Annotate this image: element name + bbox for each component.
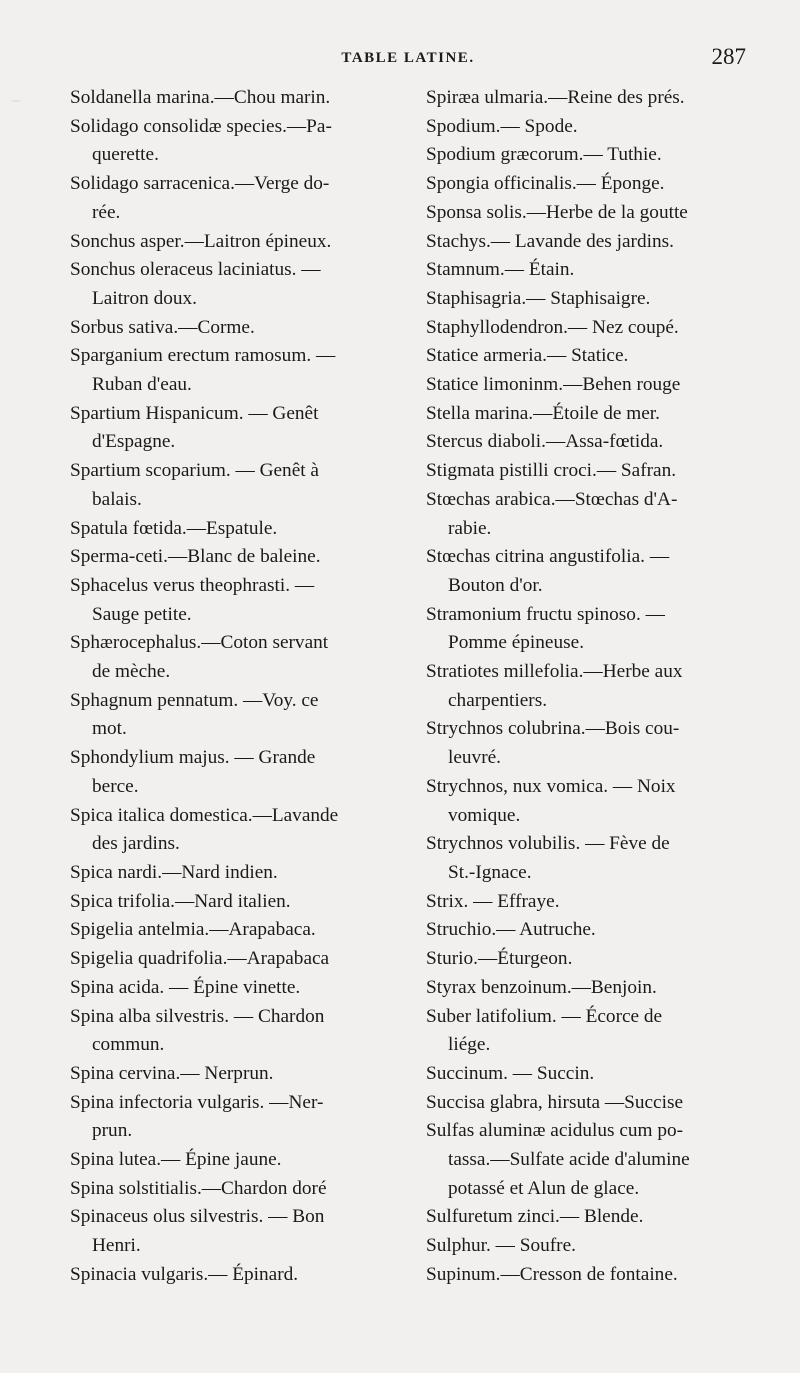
index-entry: Spina lutea.— Épine jaune. bbox=[70, 1149, 282, 1171]
index-entry: Sturio.—Éturgeon. bbox=[426, 948, 573, 970]
index-entry: Sulphur. — Soufre. bbox=[426, 1235, 576, 1257]
index-entry: Spica italica domestica.—Lavande des jardins. bbox=[70, 804, 339, 855]
index-entry: Sparganium erectum ramosum. — Ruban d'eau. bbox=[70, 345, 336, 396]
index-entry: Staphyllodendron.— Nez coupé. bbox=[426, 316, 679, 338]
index-entry: Strychnos colubrina.—Bois cou- leuvré. bbox=[426, 718, 680, 769]
index-entry: Sorbus sativa.—Corme. bbox=[70, 316, 255, 338]
right-column bbox=[426, 84, 748, 1290]
index-entry: Spartium Hispanicum. — Genêt d'Espagne. bbox=[70, 402, 319, 453]
index-entry: Soldanella marina.—Chou marin. bbox=[70, 87, 331, 108]
index-entry: Succisa glabra, hirsuta —Succise bbox=[426, 1091, 684, 1113]
index-entry: Stachys.— Lavande des jardins. bbox=[426, 230, 674, 252]
index-entry: Sphondylium majus. — Grande berce. bbox=[70, 747, 316, 797]
index-entry: Sphacelus verus theophrasti. — Sauge petite. bbox=[70, 574, 315, 625]
index-entry: Sphærocephalus.—Coton servant de mèche. bbox=[70, 632, 329, 683]
index-entry: Spica nardi.—Nard indien. bbox=[70, 861, 278, 883]
index-entry: Strychnos, nux vomica. — Noix vomique. bbox=[426, 775, 676, 826]
index-entry: Styrax benzoinum.—Benjoin. bbox=[426, 976, 657, 998]
index-entry: Spica trifolia.—Nard italien. bbox=[70, 890, 291, 912]
index-entry: Struchio.— Autruche. bbox=[426, 919, 596, 941]
index-entry: Stamnum.— Étain. bbox=[426, 259, 575, 281]
index-entry: Solidago consolidæ species.—Pa- querette. bbox=[70, 115, 332, 166]
index-entry: Succinum. — Succin. bbox=[426, 1062, 595, 1084]
index-entry: Spinacia vulgaris.— Épinard. bbox=[70, 1263, 299, 1285]
index-entry: Statice armeria.— Statice. bbox=[426, 345, 629, 367]
index-entry: Spodium græcorum.— Tuthie. bbox=[426, 144, 662, 166]
index-entry: Stramonium fructu spinoso. — Pomme épineuse. bbox=[426, 603, 665, 654]
index-entry: Stercus diaboli.—Assa-fœtida. bbox=[426, 431, 664, 453]
index-entry: Spina cervina.— Nerprun. bbox=[70, 1062, 274, 1084]
index-entry: Solidago sarracenica.—Verge do- rée. bbox=[70, 173, 330, 223]
index-entry: Statice limoninm.—Behen rouge bbox=[426, 374, 681, 396]
index-entry: Sponsa solis.—Herbe de la goutte bbox=[426, 201, 688, 223]
index-entry: Strychnos volubilis. — Fève de St.-Ignace. bbox=[426, 833, 670, 883]
index-entry: Sperma-ceti.—Blanc de baleine. bbox=[70, 546, 321, 568]
index-entry: Spina acida. — Épine vinette. bbox=[70, 976, 301, 998]
index-entry: Spinaceus olus silvestris. — Bon Henri. bbox=[70, 1206, 325, 1257]
index-entry: Sulfuretum zinci.— Blende. bbox=[426, 1206, 644, 1228]
index-entry: Strix. — Effraye. bbox=[426, 890, 560, 912]
running-title: TABLE LATINE. bbox=[341, 50, 475, 66]
margin-mark: – bbox=[12, 92, 20, 109]
index-entry: Sonchus asper.—Laitron épineux. bbox=[70, 230, 332, 252]
index-entry: Spiræa ulmaria.—Reine des prés. bbox=[426, 87, 685, 108]
index-entry: Supinum.—Cresson de fontaine. bbox=[426, 1263, 678, 1285]
index-entry: Spatula fœtida.—Espatule. bbox=[70, 517, 278, 539]
index-entry: Stigmata pistilli croci.— Safran. bbox=[426, 460, 677, 482]
index-entry: Sphagnum pennatum. —Voy. ce mot. bbox=[70, 689, 319, 740]
index-entry: Stratiotes millefolia.—Herbe aux charpentiers. bbox=[426, 661, 683, 711]
index-entry: Spina alba silvestris. — Chardon commun. bbox=[70, 1005, 325, 1056]
index-entry: Spongia officinalis.— Éponge. bbox=[426, 173, 665, 195]
index-entry: Stœchas citrina angustifolia. — Bouton d'or. bbox=[426, 546, 670, 596]
index-entry: Stella marina.—Étoile de mer. bbox=[426, 402, 660, 424]
index-entry: Suber latifolium. — Écorce de liége. bbox=[426, 1005, 663, 1056]
index-entry: Sonchus oleraceus laciniatus. — Laitron doux. bbox=[70, 259, 321, 309]
index-entry: Spartium scoparium. — Genêt à balais. bbox=[70, 460, 319, 510]
index-entry: Sulfas aluminæ acidulus cum po- tassa.—Sulfate acide d'alumine potassé et Alun de glace. bbox=[426, 1120, 690, 1199]
index-entry: Spina infectoria vulgaris. —Ner- prun. bbox=[70, 1091, 324, 1142]
index-entry: Spigelia antelmia.—Arapabaca. bbox=[70, 919, 316, 941]
index-entry: Spodium.— Spode. bbox=[426, 115, 578, 137]
left-column bbox=[70, 84, 392, 1290]
index-entry: Spina solstitialis.—Chardon doré bbox=[70, 1177, 327, 1199]
index-entry: Staphisagria.— Staphisaigre. bbox=[426, 287, 651, 309]
page-header bbox=[70, 44, 746, 78]
index-entry: Stœchas arabica.—Stœchas d'A- rabie. bbox=[426, 488, 678, 539]
page-number: 287 bbox=[711, 44, 746, 69]
index-entry: Spigelia quadrifolia.—Arapabaca bbox=[70, 948, 330, 970]
